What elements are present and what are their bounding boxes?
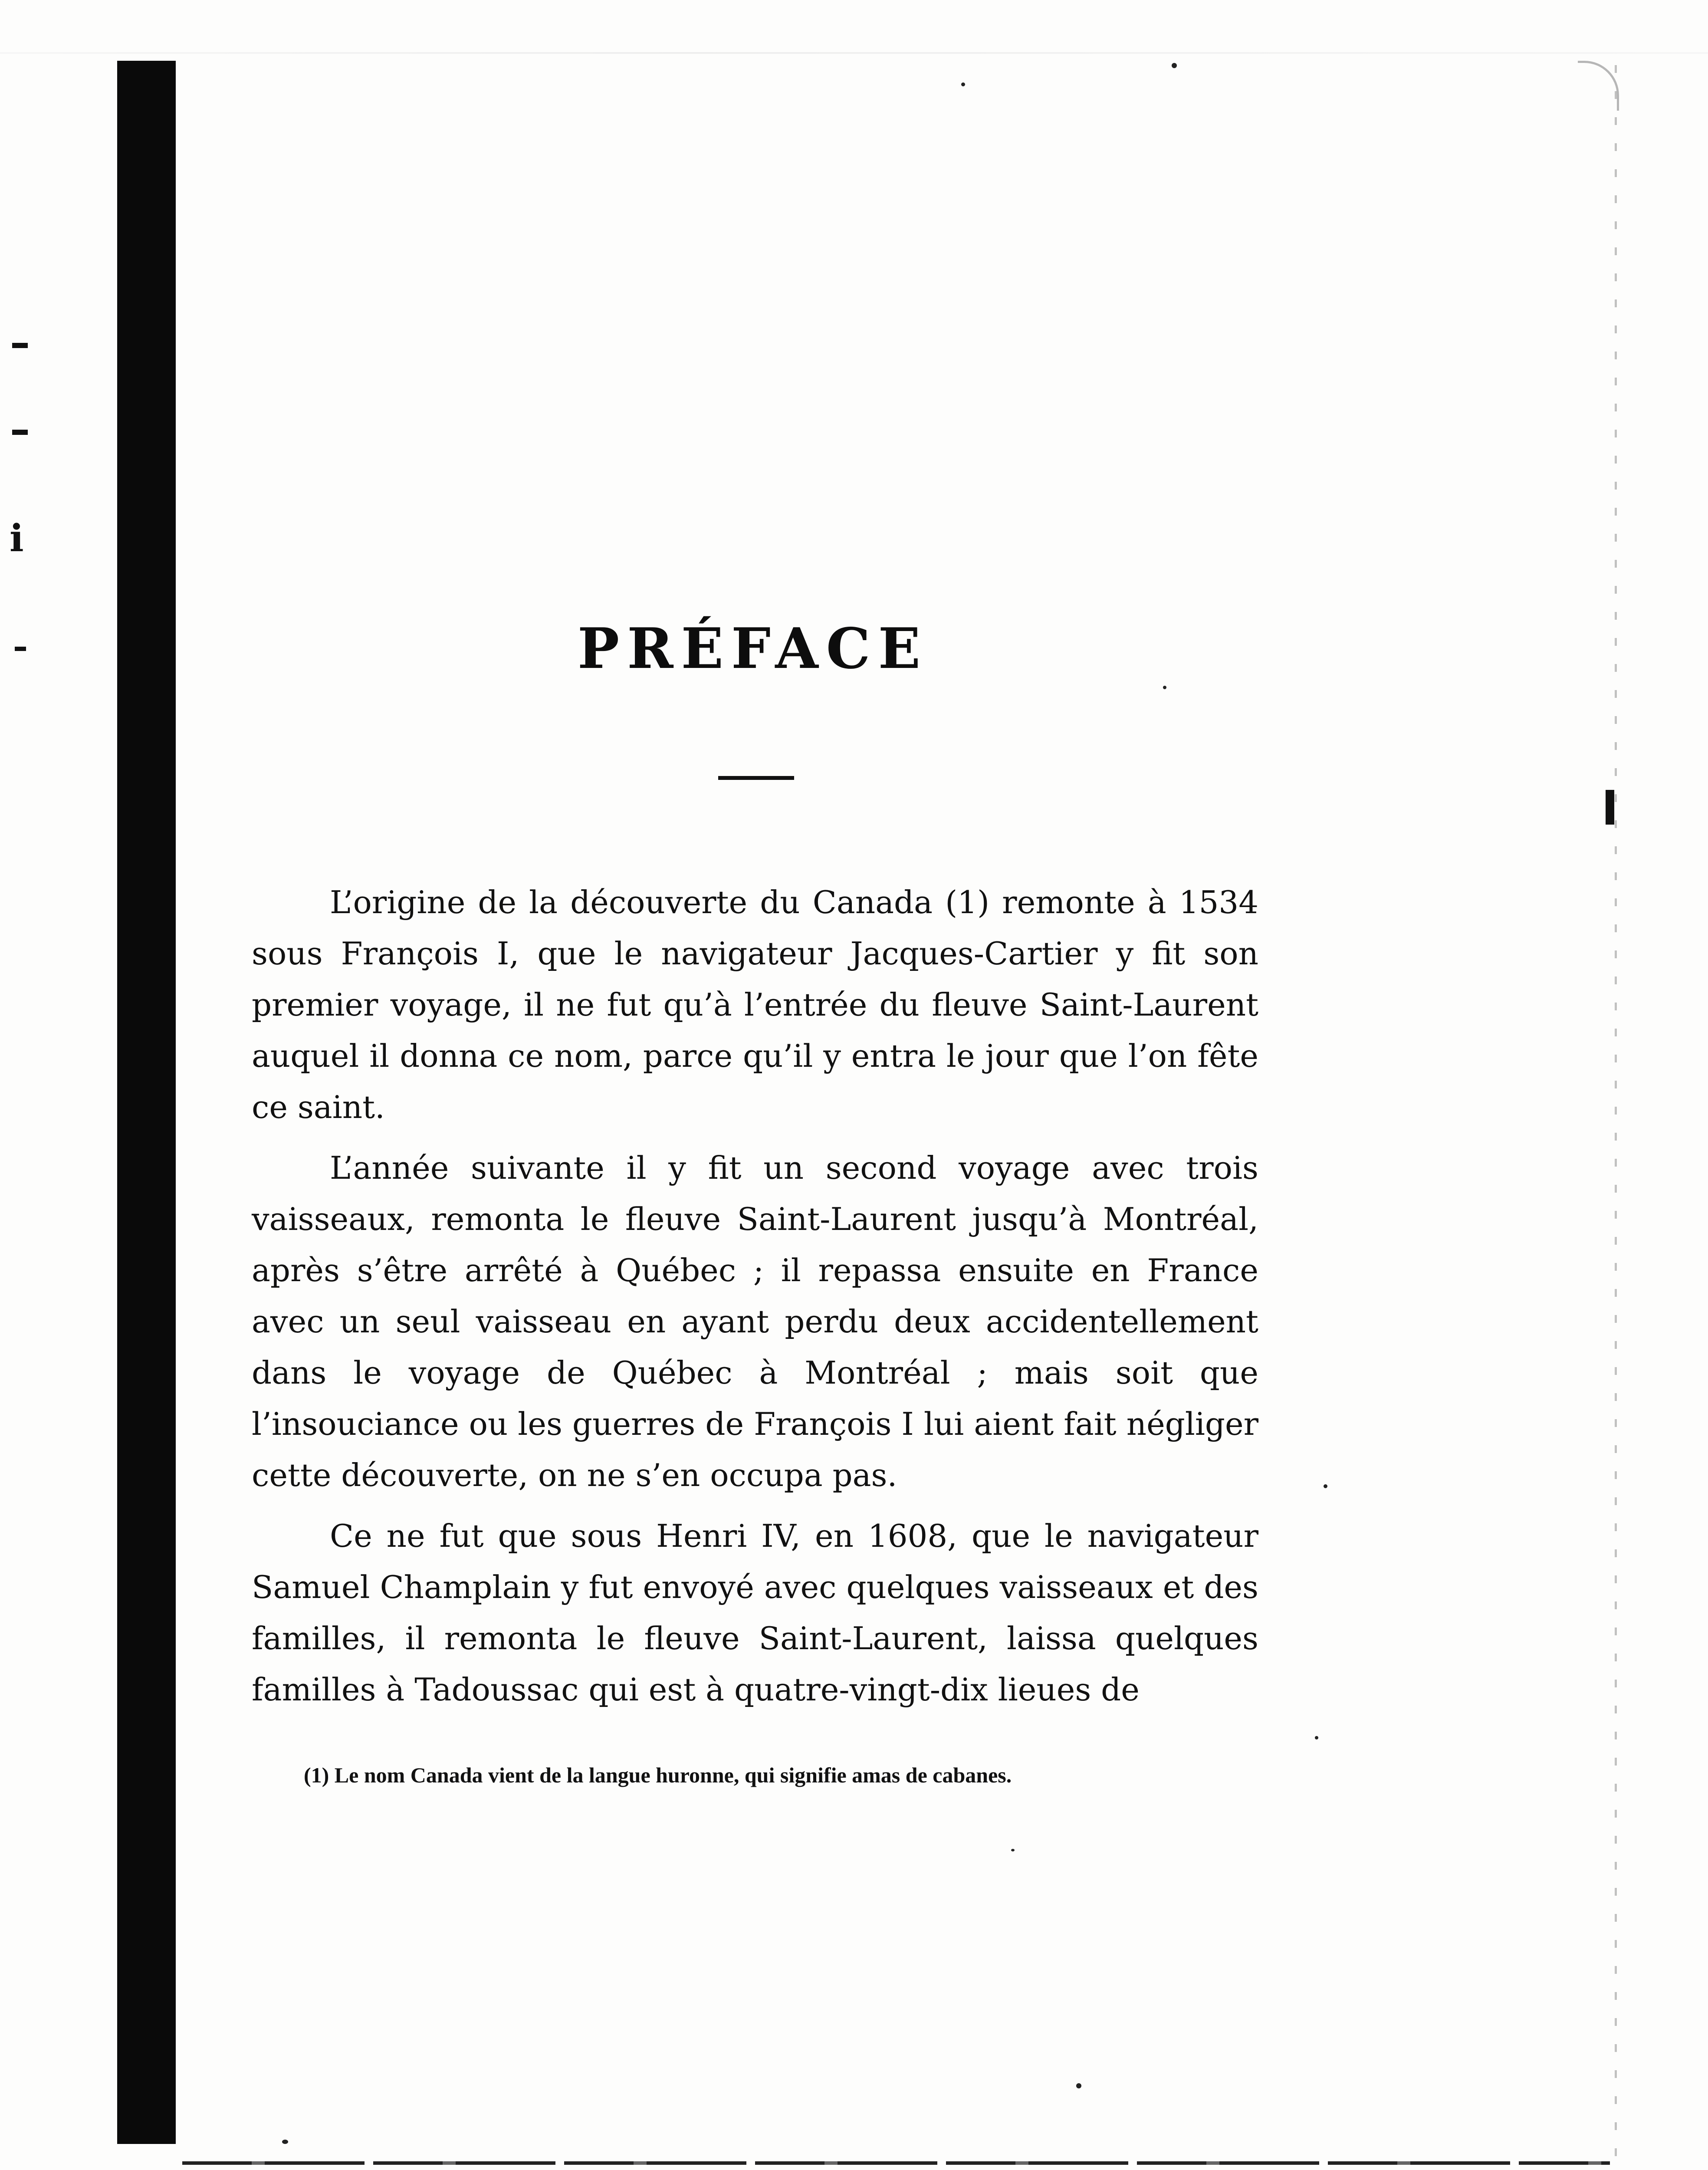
margin-dash bbox=[12, 430, 28, 435]
scan-right-edge bbox=[1615, 65, 1617, 2170]
scan-speck bbox=[282, 2140, 288, 2144]
paragraph: L’année suivante il y fit un second voyage avec trois vaisseaux, remonta le fleuve Saint-Laurent jusqu’à Montréal, après s’être arrêté à Québec ; il repassa ensuite en France avec un seul vaisseau en ayant perdu deux accidentellement dans le voyage de Québec à Montréal ; mais soit que l’insouciance ou les guerres de François I lui aient fait négliger cette découverte, on ne s’en occupa pas. bbox=[252, 1150, 1258, 1493]
scan-right-mark bbox=[1606, 790, 1614, 825]
scan-binding-shadow bbox=[117, 61, 176, 2144]
scan-speck bbox=[1163, 686, 1166, 689]
scan-speck bbox=[961, 82, 965, 86]
scan-speck bbox=[1324, 1484, 1327, 1488]
preface-body bbox=[252, 877, 1258, 1725]
scan-speck bbox=[1076, 2083, 1081, 2088]
scan-bottom-rule bbox=[182, 2161, 1610, 2165]
margin-dash bbox=[15, 647, 26, 651]
title-divider bbox=[718, 776, 794, 780]
scan-speck bbox=[1315, 1736, 1318, 1739]
page-title: PRÉFACE bbox=[577, 616, 929, 681]
scan-page-corner bbox=[1578, 61, 1619, 111]
margin-letter: i bbox=[10, 516, 24, 560]
footnote: (1) Le nom Canada vient de la langue huronne, qui signifie amas de cabanes. bbox=[304, 1763, 1012, 1787]
paragraph: Ce ne fut que sous Henri IV, en 1608, que le navigateur Samuel Champlain y fut envoyé avec quelques vaisseaux et des familles, il remonta le fleuve Saint-Laurent, laissa quelques familles à Tadoussac qui est à quatre-vingt-dix lieues de bbox=[252, 1518, 1258, 1708]
scan-speck bbox=[1172, 63, 1177, 68]
paragraph: L’origine de la découverte du Canada (1) remonte à 1534 sous François I, que le navigateur Jacques-Cartier y fit son premier voyage, il ne fut qu’à l’entrée du fleuve Saint-Laurent auquel il donna ce nom, parce qu’il y entra le jour que l’on fête ce saint. bbox=[252, 884, 1258, 1125]
margin-dash bbox=[12, 343, 28, 348]
scan-top-edge bbox=[0, 52, 1708, 54]
scan-speck bbox=[1011, 1849, 1015, 1851]
